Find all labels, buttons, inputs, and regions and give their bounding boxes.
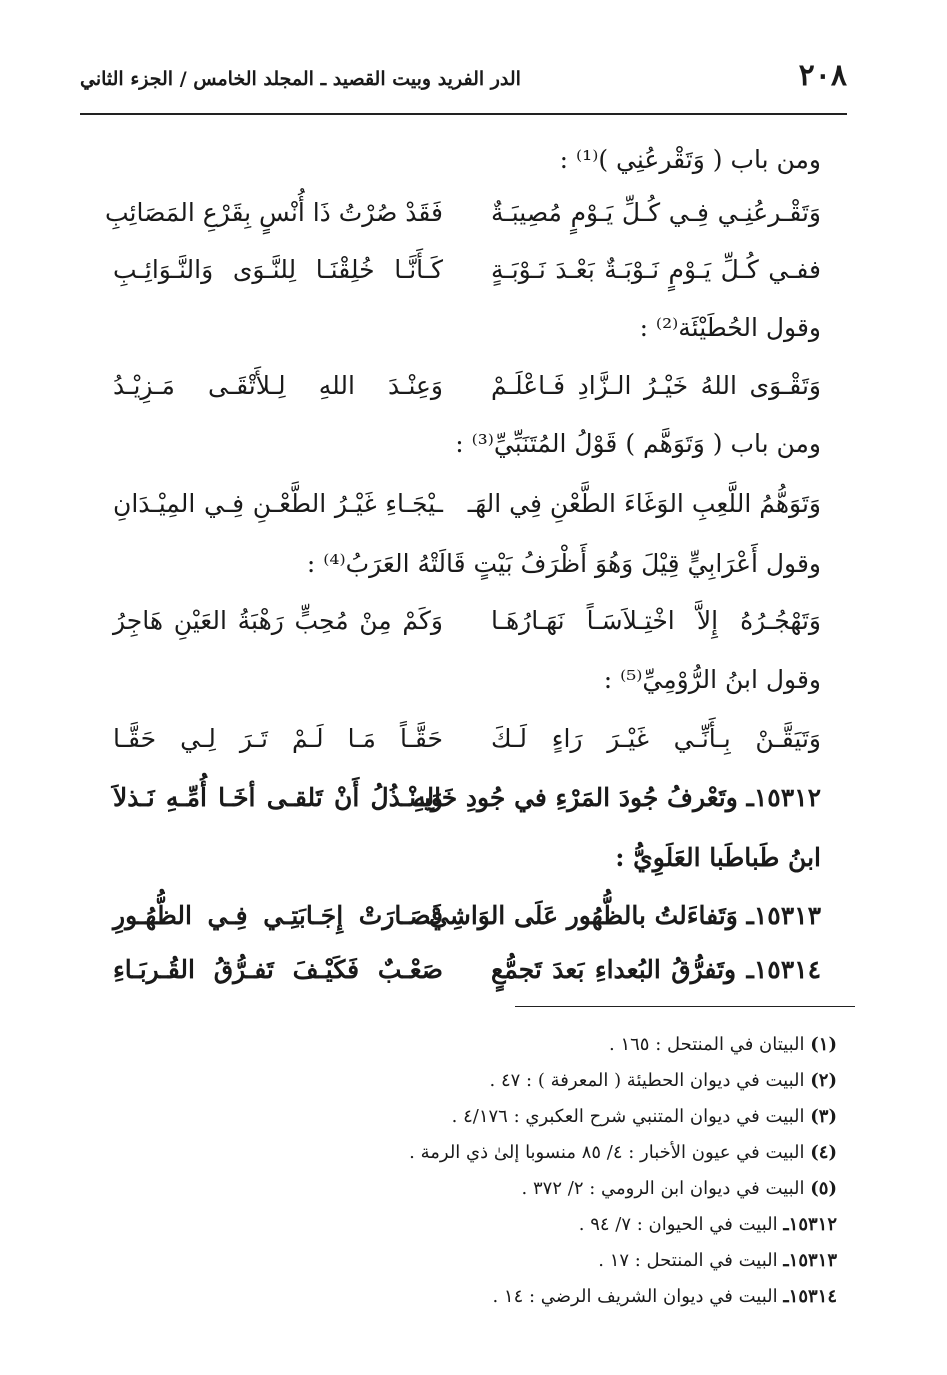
verse-second-hemistich: وَعِنْـدَ اللهِ لِـلأَتْقَـى مَـزِيْـدُ [113,371,443,400]
prose-line: وقول ابنُ الرُّوْمِيِّ⁽⁵⁾ : [603,665,821,694]
prose-line: ومن باب ( وَتَوَهَّم ) قَوْلُ المُتَنَبِّيِّ⁽³⁾ : [455,429,821,458]
verse-second-hemistich: ـيْجَـاءِ غَيْـرُ الطَّعْـنِ فِـي المِيْـدَانِ [113,489,443,518]
verse-first-hemistich: ١٥٣١٢ـ وتَعْرفُ جُودَ المَرْءِ في جُودِ خَالِهِ [413,783,821,812]
verse-first-hemistich: ١٥٣١٤ـ وتَفرُّقُ البُعداءِ بَعدَ تَجمُّعٍ [491,955,821,984]
footnote [490,1066,837,1096]
verse-second-hemistich: وَكَمْ مِنْ مُحِبٍّ رَهْبَةُ العَيْنِ هَاجِرُ [113,606,443,635]
footnote-text: البيت في ديوان الشريف الرضي : ١٤ . [492,1286,778,1307]
footnote-number: ١٥٣١٤ـ [783,1286,837,1307]
footnote [598,1246,837,1276]
footnote [579,1210,837,1240]
footnote-text: البيت في ديوان المتنبي شرح العكبري : ٤/١٧٦ . [451,1106,805,1127]
footnote-number: ١٥٣١٣ـ [783,1250,837,1271]
footnote-number: (٣) [810,1106,837,1127]
verse-second-hemistich: كَـأَنَّـا خُلِقْنَـا لِلنَّـوَى وَالنَّـوَائِـبِ [113,255,443,284]
verse-second-hemistich: وَيـنْـذُلُ أَنْ تَلقـى أخَـا أُمِّـهِ نَـذلاَ [113,783,443,812]
verse-first-hemistich: وَتَقْـوَى اللهُ خَيْـرُ الـزَّادِ فَـاعْلَـمْ [491,371,821,400]
footnote-rule [515,1006,855,1007]
footnote [452,1102,837,1132]
verse-second-hemistich: حَقَّـاً مَـا لَـمْ تَـرَ لِـي حَقَّـا [113,724,443,753]
prose-line: وقول أَعْرَابِيٍّ قِيْلَ وَهُوَ أَظْرَفُ بَيْتٍ قَالَتْهُ العَرَبُ⁽⁴⁾ : [306,549,821,578]
verse-first-hemistich: ففـي كُـلِّ يَـوْمٍ نَـوْبَـةٌ بَعْـدَ نَـوْبَـةٍ [491,255,821,284]
footnote-number: (٤) [810,1142,837,1163]
verse-first-hemistich: وَتَيَقَّـنْ بِـأَنِّـي غَيْـرَ رَاءٍ لَـكَ [491,724,821,753]
verse-second-hemistich: صَعْـبٌ فَكَيْـفَ تَفـرُّقُ القُـربَـاءِ [113,955,443,984]
footnote-number: (٥) [810,1178,837,1199]
prose-line: وقول الحُطَيْئَة⁽²⁾ : [639,313,821,342]
verse-second-hemistich: فَقَدْ صُرْتُ ذَا أُنْسٍ بِقَرْعِ المَصَائِبِ [104,198,443,227]
verse-first-hemistich: وَتَهْجُـرُهُ إِلاَّ اخْتِـلاَسَـاً نَهَـارُهَـا [491,606,821,635]
footnote [409,1138,837,1168]
footnote-text: البيت في ديوان الحطيئة ( المعرفة ) : ٤٧ . [489,1070,805,1091]
page-header [80,58,847,102]
footnote-text: البيت في المنتحل : ١٧ . [598,1250,778,1271]
prose-line: ومن باب ( وَتَقْرعُنِي )⁽¹⁾ : [559,145,821,174]
page-number: ٢٠٨ [798,58,847,93]
footnote-text: البيت في ديوان ابن الرومي : ٢/ ٣٧٢ . [521,1178,805,1199]
footnote-number: (٢) [810,1070,837,1091]
header-rule [80,113,847,115]
footnote-text: البيت في الحيوان : ٧/ ٩٤ . [578,1214,778,1235]
footnote [522,1174,837,1204]
running-title: الدر الفريد وبيت القصيد ـ المجلد الخامس / الجزء الثاني [80,68,521,90]
verse-second-hemistich: فَصَـارَتْ إِجَـابَتِـي فِـي الظُّهُـورِ [113,901,443,930]
verse-first-hemistich: ١٥٣١٣ـ وَتَفاءَلتُ بالظُّهُور عَلَى الوَاشِيْ [429,901,821,930]
footnote [492,1282,837,1312]
verse-first-hemistich: وَتَقْـرعُنِـي فِـي كُـلِّ يَـوْمٍ مُصِيبَـةٌ [491,198,821,227]
footnote-number: ١٥٣١٢ـ [783,1214,837,1235]
footnote-text: البيت في عيون الأخبار : ٤/ ٨٥ منسوبا إلىٰ ذي الرمة . [409,1142,805,1163]
poet-heading: ابنُ طَباطَبا العَلَوِيُّ : [615,843,821,872]
footnote [609,1030,837,1060]
footnote-number: (١) [810,1034,837,1055]
footnote-text: البيتان في المنتحل : ١٦٥ . [609,1034,805,1055]
verse-first-hemistich: وَتَوَهُّمُ اللَّعِبِ الوَغَاءَ الطَّعْنِ فِي الهَـ [467,489,821,518]
